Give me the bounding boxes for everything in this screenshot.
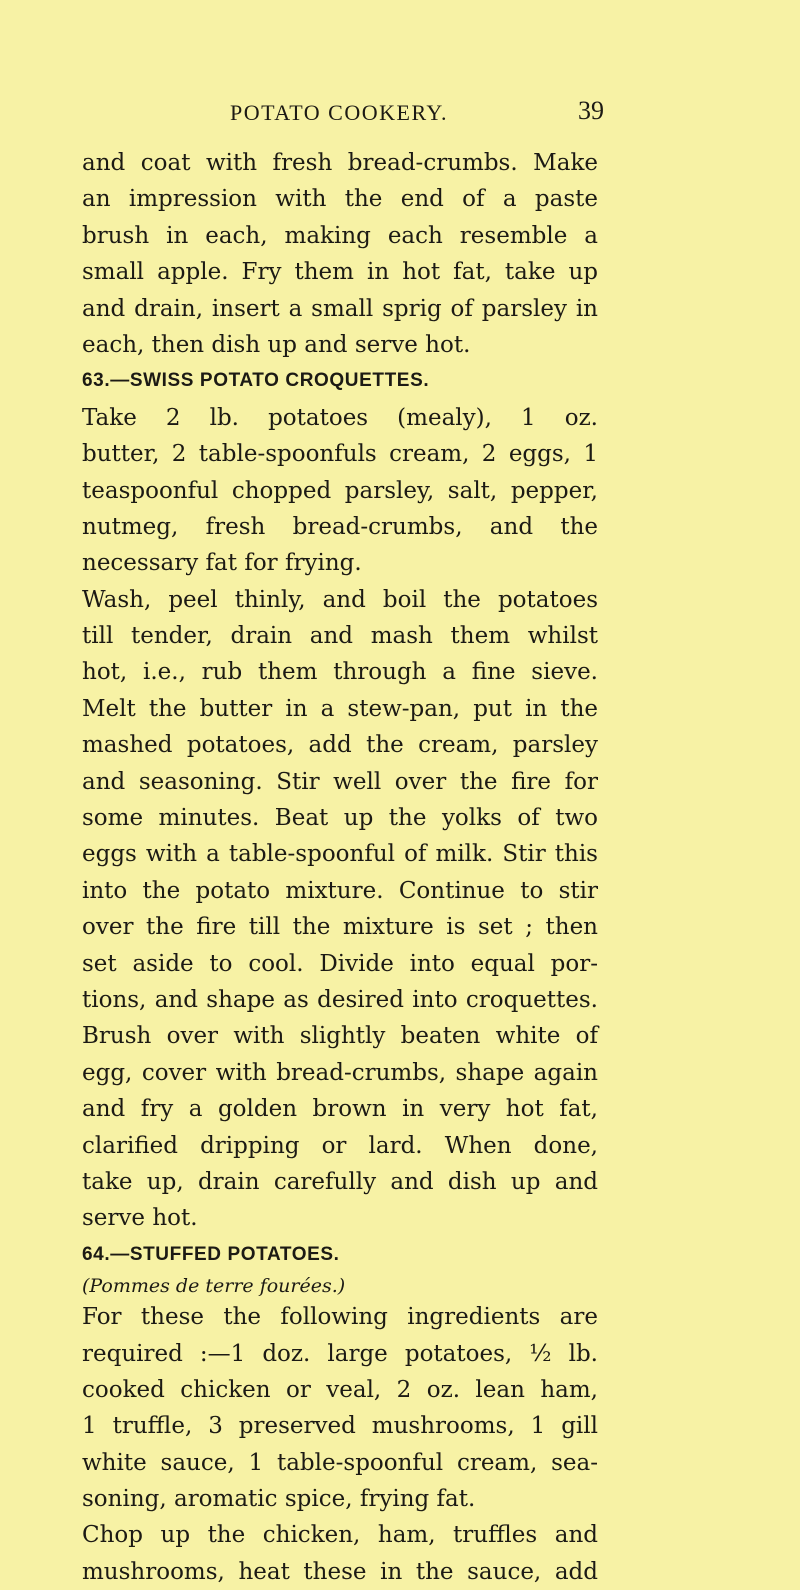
body-line: an impression with the end of a paste [82, 186, 598, 213]
body-line: Brush over with slightly beaten white of [82, 1023, 598, 1050]
body-line: till tender, drain and mash them whilst [82, 623, 598, 650]
body-line: set aside to cool. Divide into equal por- [82, 950, 598, 977]
body-line: into the potato mixture. Continue to stir [82, 877, 598, 904]
body-line: eggs with a table-spoonful of milk. Stir this [82, 841, 598, 868]
body-line: each, then dish up and serve hot. [82, 331, 471, 358]
body-line: serve hot. [82, 1205, 198, 1232]
body-line: brush in each, making each resemble a [82, 222, 598, 249]
body-line: clarified dripping or lard. When done, [82, 1132, 598, 1159]
body-line: butter, 2 table-spoonfuls cream, 2 eggs, 1 [82, 441, 598, 468]
body-line: and coat with fresh bread-crumbs. Make [82, 150, 598, 176]
recipe-heading: 64.—STUFFED POTATOES. [82, 1243, 340, 1265]
body-line: Melt the butter in a stew-pan, put in the [82, 695, 598, 722]
body-line: and drain, insert a small sprig of parsley in [82, 295, 598, 322]
body-line: 1 truffle, 3 preserved mushrooms, 1 gill [82, 1413, 598, 1440]
body-line: and seasoning. Stir well over the fire for [82, 768, 598, 795]
body-line: Take 2 lb. potatoes (mealy), 1 oz. [82, 404, 598, 431]
body-line: over the fire till the mixture is set ; then [82, 914, 598, 941]
body-line: For these the following ingredients are [82, 1304, 598, 1331]
body-line: some minutes. Beat up the yolks of two [82, 805, 598, 832]
body-line: Wash, peel thinly, and boil the potatoes [82, 586, 598, 613]
body-line: tions, and shape as desired into croquettes. [82, 986, 598, 1013]
body-line: soning, aromatic spice, frying fat. [82, 1486, 476, 1513]
body-line: teaspoonful chopped parsley, salt, pepper, [82, 477, 598, 504]
body-line: cooked chicken or veal, 2 oz. lean ham, [82, 1376, 598, 1403]
body-line: hot, i.e., rub them through a fine sieve. [82, 659, 598, 686]
body-line: and fry a golden brown in very hot fat, [82, 1096, 598, 1123]
recipe-heading: 63.—SWISS POTATO CROQUETTES. [82, 370, 430, 392]
body-line: take up, drain carefully and dish up and [82, 1168, 598, 1195]
body-line: small apple. Fry them in hot fat, take up [82, 259, 598, 286]
page-number: 39 [578, 96, 604, 125]
page-body [82, 145, 598, 1590]
body-line: Chop up the chicken, ham, truffles and [82, 1522, 598, 1549]
body-line: mashed potatoes, add the cream, parsley [82, 732, 598, 759]
body-line: white sauce, 1 table-spoonful cream, sea- [82, 1449, 598, 1476]
body-line: mushrooms, heat these in the sauce, add [82, 1558, 598, 1585]
body-line: nutmeg, fresh bread-crumbs, and the [82, 513, 598, 540]
body-line: necessary fat for frying. [82, 550, 362, 577]
body-line: egg, cover with bread-crumbs, shape again [82, 1059, 598, 1086]
recipe-subtitle: (Pommes de terre fourées.) [82, 1275, 346, 1298]
running-title: POTATO COOKERY. [230, 100, 448, 125]
body-line: required :—1 doz. large potatoes, ½ lb. [82, 1340, 598, 1367]
page-header [0, 98, 800, 138]
